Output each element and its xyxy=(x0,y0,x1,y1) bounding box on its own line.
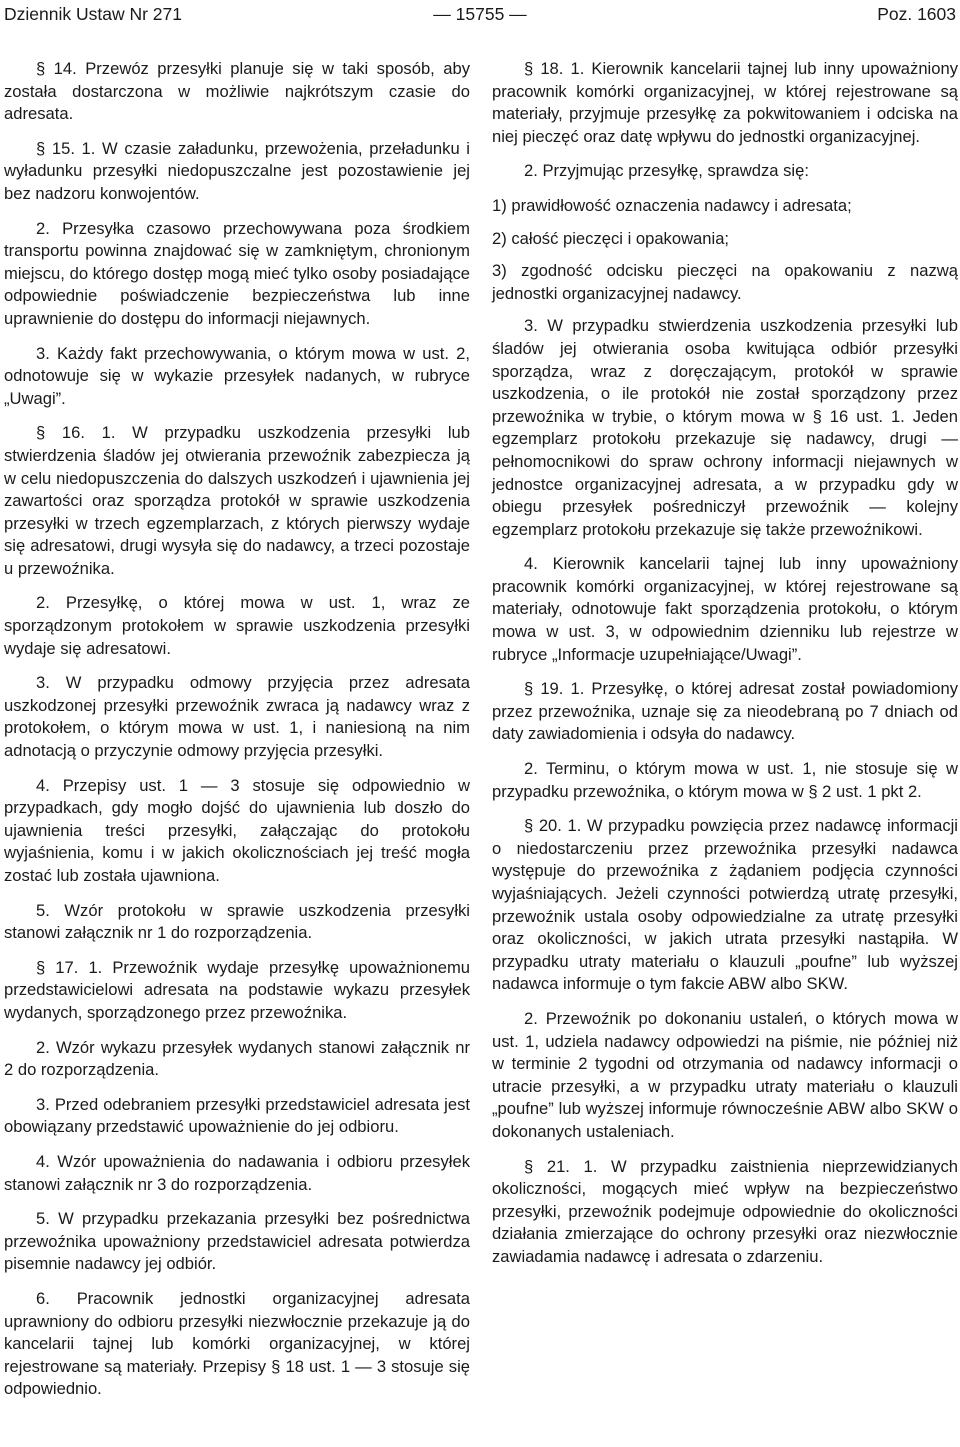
paragraph-16-2: 2. Przesyłkę, o której mowa w ust. 1, wraz ze sporządzonym protokołem w sprawie uszkodzenia przesyłki wydaje się adresatowi. xyxy=(4,593,470,658)
paragraph-16-4: 4. Przepisy ust. 1 — 3 stosuje się odpowiednio w przypadkach, gdy mogło dojść do ujawnienia lub doszło do ujawnienia treści przesyłki, załączając do protokołu wyjaśnienia, komu i w jakich okolicznościach jej treść mogła zostać lub została ujawniona. xyxy=(4,775,470,885)
list-item: 2) całość pieczęci i opakowania; xyxy=(492,228,730,248)
paragraph-17-3: 3. Przed odebraniem przesyłki przedstawiciel adresata jest obowiązany przedstawić upoważnienie do jej odbioru. xyxy=(4,1094,470,1137)
left-column xyxy=(4,58,470,1413)
paragraph-18-4: 4. Kierownik kancelarii tajnej lub inny upoważniony pracownik komórki organizacyjnej, w której rejestrowane są materiały, odnotowuje fakt sporządzenia protokołu, o którym mowa w ust. 3, w odpowiednim dzienniku lub rejestrze w rubryce „Informacje uzupełniające/Uwagi”. xyxy=(492,554,958,664)
paragraph-15-2: 2. Przesyłka czasowo przechowywana poza środkiem transportu powinna znajdować się w zamkniętym, chronionym miejscu, do którego dostęp mogą mieć tylko osoby posiadające odpowiednie poświadczenie bezpieczeństwa lub inne uprawnienie do dostępu do informacji niejawnych. xyxy=(4,218,470,328)
right-column xyxy=(492,58,958,1281)
paragraph-19-2: 2. Terminu, o którym mowa w ust. 1, nie stosuje się w przypadku przewoźnika, o którym mowa w § 2 ust. 1 pkt 2. xyxy=(492,759,958,801)
position-number: Poz. 1603 xyxy=(877,4,956,24)
paragraph-15-3: 3. Każdy fakt przechowywania, o którym mowa w ust. 2, odnotowuje się w wykazie przesyłek nadanych, w rubryce „Uwagi”. xyxy=(4,343,470,408)
journal-title: Dziennik Ustaw Nr 271 xyxy=(4,4,182,24)
paragraph-17-6: 6. Pracownik jednostki organizacyjnej adresata uprawniony do odbioru przesyłki niezwłocznie przekazuje ją do kancelarii tajnej lub komórki organizacyjnej, w której rejestrowane są materiały. Przepisy § 18 ust. 1 — 3 stosuje się odpowiednio. xyxy=(4,1288,470,1399)
paragraph-17-5: 5. W przypadku przekazania przesyłki bez pośrednictwa przewoźnika upoważniony przedstawiciel adresata potwierdza pisemnie nadawcy jej odbiór. xyxy=(4,1209,470,1274)
paragraph-14: § 14. Przewóz przesyłki planuje się w taki sposób, aby została dostarczona w możliwie najkrótszym czasie do adresata. xyxy=(4,59,470,124)
list-item: 1) prawidłowość oznaczenia nadawcy i adresata; xyxy=(492,195,852,215)
paragraph-16-5: 5. Wzór protokołu w sprawie uszkodzenia przesyłki stanowi załącznik nr 1 do rozporządzenia. xyxy=(4,900,470,943)
paragraph-18-1: § 18. 1. Kierownik kancelarii tajnej lub inny upoważniony pracownik komórki organizacyjnej, w której rejestrowane są materiały, przyjmuje przesyłkę za pokwitowaniem i odciska na niej pieczęć oraz datę wpływu do jednostki organizacyjnej. xyxy=(492,59,958,146)
page-header xyxy=(4,2,956,28)
paragraph-20-1: § 20. 1. W przypadku powzięcia przez nadawcę informacji o niedostarczeniu przez przewoźnika przesyłki nadawca występuje do przewoźnika z żądaniem podjęcia czynności wyjaśniających. Jeżeli czynności potwierdzą utratę przesyłki, przewoźnik ustala osoby odpowiedzialne za utratę przesyłki oraz okoliczności, w jakich utrata przesyłki nastąpiła. W przypadku utraty materiału o klauzuli „poufne” lub wyższej nadawca informuje o tym fakcie ABW albo SKW. xyxy=(492,816,958,994)
paragraph-16-1: § 16. 1. W przypadku uszkodzenia przesyłki lub stwierdzenia śladów jej otwierania przewoźnik zabezpiecza ją w celu niedopuszczenia do dalszych uszkodzeń i ujawnienia jej zawartości oraz sporządza protokół w sprawie uszkodzenia przesyłki w trzech egzemplarzach, z których pierwszy wydaje się adresatowi, drugi wysyła się do nadawcy, a trzeci pozostaje u przewoźnika. xyxy=(4,423,470,578)
paragraph-20-2: 2. Przewoźnik po dokonaniu ustaleń, o których mowa w ust. 1, udziela nadawcy odpowiedzi na piśmie, nie później niż w terminie 2 tygodni od otrzymania od nadawcy informacji o utracie przesyłki, a w przypadku utraty materiału o klauzuli „poufne” lub wyższej informuje równocześnie ABW albo SKW o dokonanych ustaleniach. xyxy=(492,1008,958,1141)
paragraph-17-1: § 17. 1. Przewoźnik wydaje przesyłkę upoważnionemu przedstawicielowi adresata na podstawie wykazu przesyłek wydanych, sporządzonego przez przewoźnika. xyxy=(4,957,470,1022)
paragraph-17-2: 2. Wzór wykazu przesyłek wydanych stanowi załącznik nr 2 do rozporządzenia. xyxy=(4,1037,470,1080)
paragraph-15-1: § 15. 1. W czasie załadunku, przewożenia, przeładunku i wyładunku przesyłki niedopuszczalne jest pozostawienie jej bez nadzoru konwojentów. xyxy=(4,138,470,203)
paragraph-19-1: § 19. 1. Przesyłkę, o której adresat został powiadomiony przez przewoźnika, uznaje się za nieodebraną po 7 dniach od daty zawiadomienia i odsyła do nadawcy. xyxy=(492,679,958,744)
paragraph-16-3: 3. W przypadku odmowy przyjęcia przez adresata uszkodzonej przesyłki przewoźnik zwraca ją nadawcy wraz z protokołem, o którym mowa w ust. 1, i naniesioną na nim adnotacją o przyczynie odmowy przyjęcia przesyłki. xyxy=(4,673,470,761)
paragraph-17-4: 4. Wzór upoważnienia do nadawania i odbioru przesyłek stanowi załącznik nr 3 do rozporządzenia. xyxy=(4,1151,470,1194)
paragraph-18-2: 2. Przyjmując przesyłkę, sprawdza się: xyxy=(524,161,809,181)
list-item: 3) zgodność odcisku pieczęci na opakowaniu z nazwą jednostki organizacyjnej nadawcy. xyxy=(492,261,958,303)
paragraph-18-3: 3. W przypadku stwierdzenia uszkodzenia przesyłki lub śladów jej otwierania osoba kwitująca odbiór przesyłki sporządza, wraz z doręczającym, protokół w sprawie uszkodzenia, o ile protokół nie został sporządzony przez przewoźnika w trybie, o którym mowa w § 16 ust. 1. Jeden egzemplarz protokołu przekazuje się nadawcy, drugi — pełnomocnikowi do spraw ochrony informacji niejawnych w jednostce organizacyjnej adresata, a w przypadku gdy w obiegu przesyłek pośredniczył przewoźnik — kolejny egzemplarz protokołu przekazuje się także przewoźnikowi. xyxy=(492,316,958,539)
paragraph-21-1: § 21. 1. W przypadku zaistnienia nieprzewidzianych okoliczności, mogących mieć wpływ na bezpieczeństwo przesyłki, przewoźnik podejmuje odpowiednie do okoliczności działania zmierzające do ochrony przesyłki oraz niezwłocznie zawiadamia nadawcę i adresata o zdarzeniu. xyxy=(492,1156,958,1266)
page-number: — 15755 — xyxy=(433,4,527,24)
